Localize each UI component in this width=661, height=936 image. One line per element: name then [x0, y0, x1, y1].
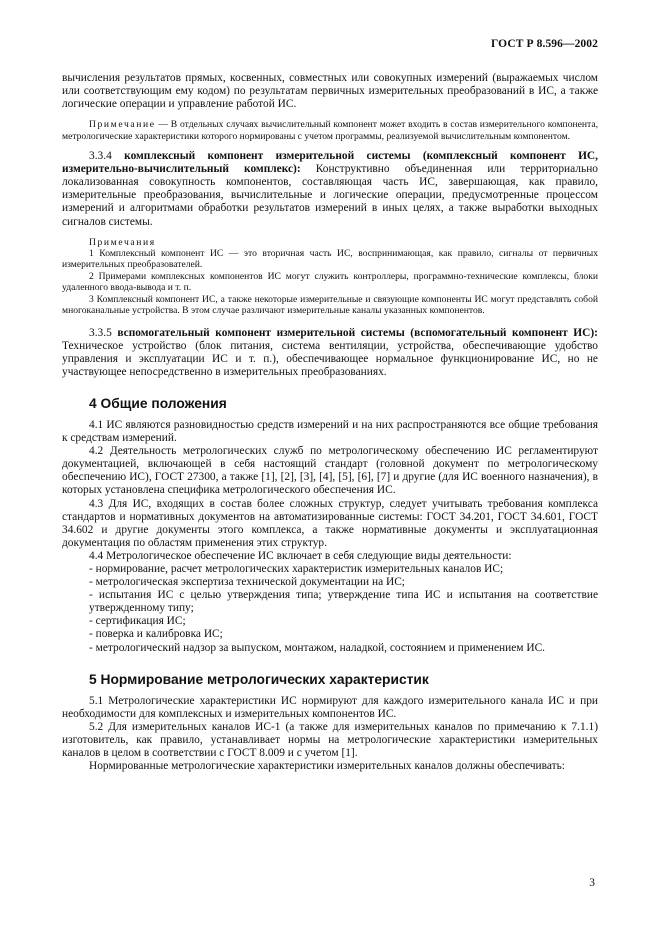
- list-item: - метрологическая экспертиза технической документации на ИС;: [89, 576, 405, 589]
- note-item: 2 Примерами комплексных компонентов ИС могут служить контроллеры, программно-технические комплексы, блоки удаленного ввода-вывода и т. п.: [62, 270, 598, 294]
- definition-number: 3.3.5: [89, 326, 112, 339]
- paragraph-intro: вычисления результатов прямых, косвенных, совместных или совокупных измерений (выражаемых числом или соответствующим ему кодом) по результатам первичных измерительных преобразований в ИС, а также логические операции и управление работой ИС.: [62, 72, 598, 111]
- section-4-heading: 4 Общие положения: [89, 395, 227, 411]
- paragraph-4-2: 4.2 Деятельность метрологических служб по метрологическому обеспечению ИС регламентируют документацией, включающей в себя настоящий стандарт (головной документ по метрологическому обеспечению ИС), ГОСТ 27300, а также [1], [2], [3], [4], [5], [6], [7] и другие (для ИС военного назначения), в которых установлена специфика метрологического обеспечения ИС.: [62, 445, 598, 497]
- note-item: 3 Комплексный компонент ИС, а также некоторые измерительные и связующие компоненты ИС могут представлять собой многоканальные устройства. В этом случае различают измерительные каналы указанных компонентов.: [62, 293, 598, 317]
- activities-list: [62, 563, 598, 655]
- note-text: — В отдельных случаях вычислительный компонент может входить в состав измерительного компонента, метрологические характеристики которого нормированы с учетом программы, реализуемой вычислительным компонентом.: [62, 119, 598, 142]
- list-item: - испытания ИС с целью утверждения типа; утверждение типа ИС и испытания на соответствие утвержденному типу;: [89, 589, 598, 615]
- definition-term: комплексный компонент измерительной системы (комплексный компонент ИС, измерительно-вычислительный комплекс):: [62, 150, 598, 176]
- definition-number: 3.3.4: [89, 150, 112, 163]
- paragraph-5-2: 5.2 Для измерительных каналов ИС-1 (а также для измерительных каналов по примечанию к 7.1.1) изготовитель, как правило, устанавливает нормы на метрологические характеристики измерительных каналов в целом в соответствии с ГОСТ 8.009 и с учетом [1].: [62, 720, 598, 760]
- definition-3-3-5: [62, 327, 598, 379]
- paragraph-5-3: Нормированные метрологические характеристики измерительных каналов должны обеспечивать:: [89, 760, 565, 773]
- list-item: - сертификация ИС;: [89, 615, 186, 628]
- section-5-heading: 5 Нормирование метрологических характеристик: [89, 671, 429, 687]
- list-item: - нормирование, расчет метрологических характеристик измерительных каналов ИС;: [89, 563, 504, 575]
- definition-term: вспомогательный компонент измерительной системы (вспомогательный компонент ИС):: [117, 326, 598, 339]
- list-item: - метрологический надзор за выпуском, монтажом, наладкой, состоянием и применением ИС.: [89, 641, 546, 654]
- paragraph-4-1: 4.1 ИС являются разновидностью средств измерений и на них распространяются все общие требования к средствам измерений.: [62, 418, 598, 445]
- note-1: [62, 119, 598, 142]
- paragraph-4-4: 4.4 Метрологическое обеспечение ИС включает в себя следующие виды деятельности:: [89, 549, 512, 562]
- page-content: [62, 72, 598, 773]
- notes-title: Примечания: [89, 236, 156, 248]
- paragraph-4-3: 4.3 Для ИС, входящих в состав более сложных структур, следует учитывать требования комплекса стандартов и нормативных документов на автоматизированные системы: ГОСТ 34.201, ГОСТ 34.601, ГОСТ 34.602 и другие документы этого комплекса, а также нормативные документы и эксплуатационная документация по областям применения этих структур.: [62, 497, 598, 549]
- note-label: Примечание: [89, 119, 156, 131]
- page-number: 3: [589, 877, 595, 889]
- document-header: ГОСТ Р 8.596—2002: [491, 38, 598, 50]
- definition-text: Конструктивно объединенная или территориально локализованная совокупность компонентов, составляющая часть ИС, завершающая, как правило, измерительные преобразования, вычислительные и логические операции, предусмотренные процессом измерений и алгоритмами обработки результатов измерений в иных целях, а также выработки выходных сигналов системы.: [62, 163, 598, 228]
- note-item: 1 Комплексный компонент ИС — это вторичная часть ИС, воспринимающая, как правило, сигналы от первичных измерительных преобразователей.: [62, 248, 598, 271]
- paragraph-5-1: 5.1 Метрологические характеристики ИС нормируют для каждого измерительного канала ИС и при необходимости для комплексных и измерительных компонентов ИС.: [62, 694, 598, 720]
- list-item: - поверка и калибровка ИС;: [89, 628, 223, 641]
- definition-text: Техническое устройство (блок питания, система вентиляции, устройства, обеспечивающие удобство управления и эксплуатации ИС и т. п.), обеспечивающее нормальное функционирование ИС, но не участвующее непосредственно в измерительных преобразованиях.: [62, 339, 598, 378]
- definition-3-3-4: [62, 150, 598, 229]
